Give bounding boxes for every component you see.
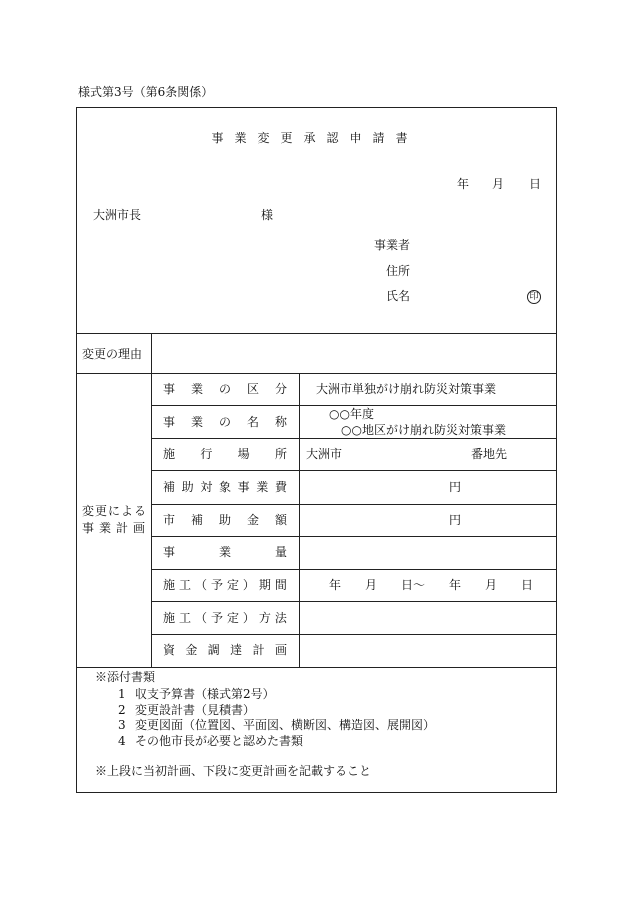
row-divider [151,569,557,570]
applicant-address-label: 住所 [386,264,411,278]
value-location-suffix: 番地先 [471,447,508,461]
value-business-name: ○○地区がけ崩れ防災対策事業 [341,423,506,437]
addressee-honorific: 様 [261,208,274,222]
value-business-category: 大洲市単独がけ崩れ防災対策事業 [316,382,497,396]
document-title: 事業変更承認申請書 [211,131,419,145]
attachment-text: 変更図面（位置図、平面図、横断図、構造図、展開図） [135,718,436,732]
attachment-number: 3 [118,718,126,732]
divider [76,373,557,374]
attachment-number: 1 [118,687,126,701]
row-divider [151,405,557,406]
row-divider [151,504,557,505]
attachments-note: ※上段に当初計画、下段に変更計画を記載すること [95,764,372,778]
attachment-text: その他市長が必要と認めた書類 [135,734,304,748]
divider [76,333,557,334]
attachment-number: 4 [118,734,126,748]
value-period: 年 月 日～ 年 月 日 [329,578,534,592]
attachments-heading: ※添付書類 [95,670,156,684]
row-label-business-category: 事 業 の 区 分 [163,382,287,396]
attachment-number: 2 [118,703,126,717]
applicant-name-label: 氏名 [386,289,411,303]
row-divider [151,634,557,635]
attachment-text: 変更設計書（見積書） [135,703,256,717]
row-label-subsidy-cost: 補 助 対 象 事 業 費 [163,480,287,494]
attachment-text: 収支予算書（様式第2号） [135,687,275,701]
applicant-business-label: 事業者 [374,238,411,252]
date-day: 日 [529,177,542,191]
divider [76,667,557,668]
row-label-location: 施 行 場 所 [163,447,287,461]
value-location-city: 大洲市 [306,447,343,461]
column-divider [151,333,152,667]
row-divider [151,470,557,471]
date-year: 年 [457,177,470,191]
value-business-name-year: ○○年度 [329,407,374,421]
addressee-name: 大洲市長 [93,208,142,222]
column-divider [299,373,300,667]
value-city-subsidy-unit: 円 [449,513,462,527]
seal-mark: 印 [527,290,541,304]
date-month: 月 [492,177,505,191]
row-label-city-subsidy: 市 補 助 金 額 [163,513,287,527]
row-divider [151,601,557,602]
form-number: 様式第3号（第6条関係） [78,85,214,99]
reason-label: 変更の理由 [82,347,143,361]
row-divider [151,536,557,537]
row-divider [151,438,557,439]
row-label-business-name: 事 業 の 名 称 [163,415,287,429]
row-label-funding: 資 金 調 達 計 画 [163,643,287,657]
row-label-quantity: 事 業 量 [163,545,287,559]
value-subsidy-cost-unit: 円 [449,480,462,494]
row-label-method: 施 工 （ 予 定 ） 方 法 [163,611,287,625]
plan-label-line2: 事業計画 [82,521,151,535]
row-label-period: 施 工 （ 予 定 ） 期 間 [163,578,287,592]
plan-label-line1: 変更による [82,504,148,518]
